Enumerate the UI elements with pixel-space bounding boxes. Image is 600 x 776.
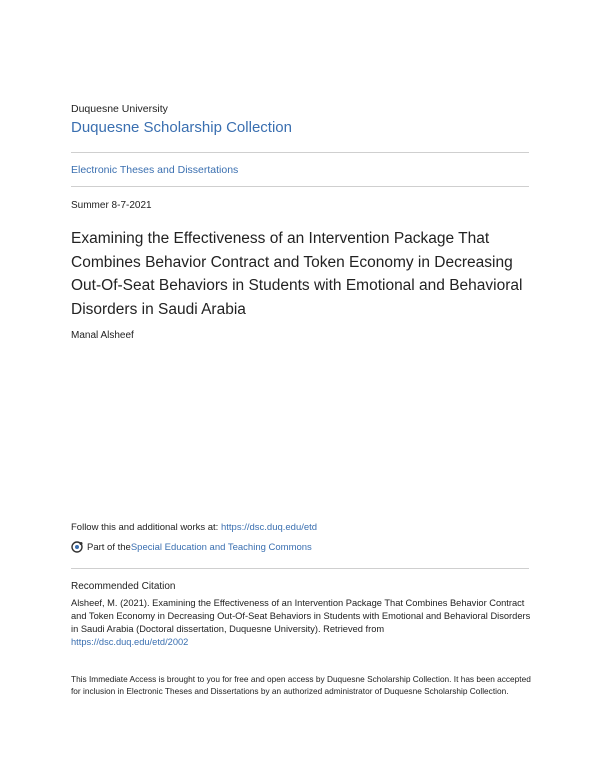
citation-text: Alsheef, M. (2021). Examining the Effectiveness of an Intervention Package That Combines Behavior Contract and Token Economy in Decreasing Out-Of-Seat Behaviors in Students with Emotional and Behavioral Disorders in Saudi Arabia (Doctoral dissertation, Duquesne University). Retrieved from [71, 598, 531, 634]
part-of-line [71, 541, 312, 553]
document-title: Examining the Effectiveness of an Intervention Package That Combines Behavior Contract and Token Economy in Decreasing Out-Of-Seat Behaviors in Students with Emotional and Behavioral Disorders in Saudi Arabia [71, 230, 523, 318]
network-commons-icon [71, 541, 83, 553]
author-name: Manal Alsheef [71, 330, 134, 341]
follow-url-link[interactable]: https://dsc.duq.edu/etd [220, 522, 318, 533]
citation-block [71, 597, 531, 649]
repository-link[interactable]: Duquesne Scholarship Collection [71, 119, 292, 136]
collection-link[interactable]: Electronic Theses and Dissertations [71, 164, 239, 176]
follow-prefix: Follow this and additional works at: [71, 522, 221, 533]
divider [71, 152, 529, 153]
partof-prefix: Part of the [87, 541, 131, 553]
follow-line [71, 522, 317, 533]
divider [71, 186, 529, 187]
publication-date: Summer 8-7-2021 [71, 200, 152, 211]
access-notice: This Immediate Access is brought to you for free and open access by Duquesne Scholarship Collection. It has been accepted for inclusion in Electronic Theses and Dissertations by an authorized administrator of Duquesne Scholarship Collection. [71, 674, 531, 696]
divider [71, 568, 529, 569]
citation-heading: Recommended Citation [71, 581, 176, 592]
commons-link[interactable]: Special Education and Teaching Commons [130, 541, 312, 553]
institution-name: Duquesne University [71, 103, 168, 115]
citation-url-link[interactable]: https://dsc.duq.edu/etd/2002 [71, 637, 189, 647]
